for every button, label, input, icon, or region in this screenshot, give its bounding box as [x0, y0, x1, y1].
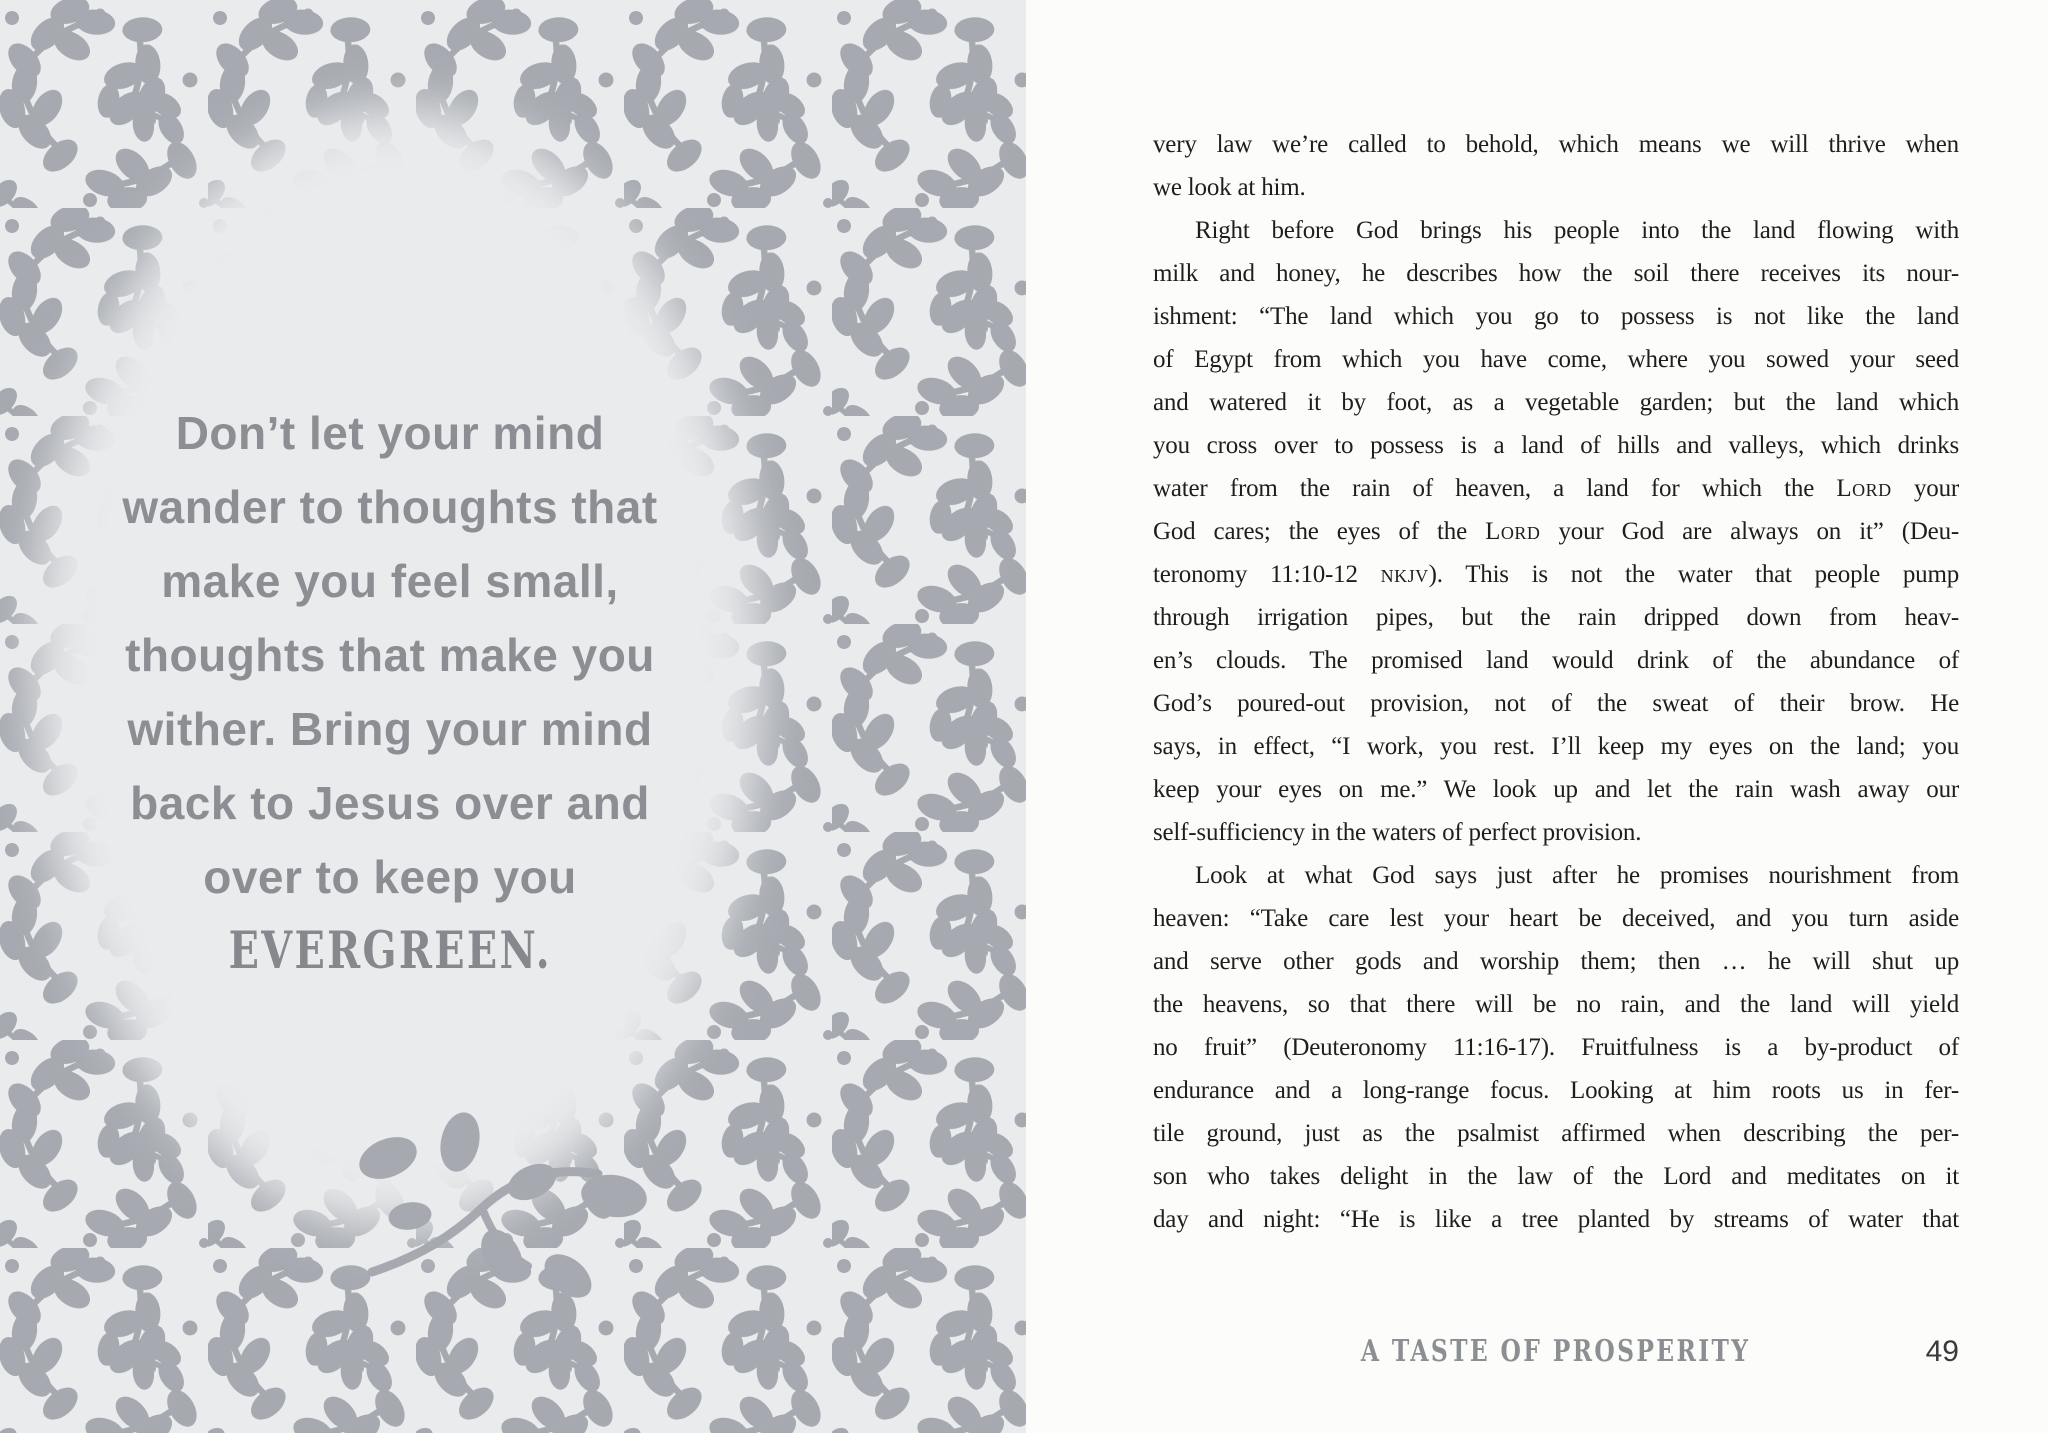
body-text-line: the heavens, so that there will be no rain, and the land will yield	[1153, 991, 1959, 1018]
body-text-line: no fruit” (Deuteronomy 11:16-17). Fruitfulness is a by-product of	[1153, 1034, 1959, 1061]
body-text-line: and serve other gods and worship them; then … he will shut up	[1153, 948, 1959, 975]
quote-line: make you feel small,	[161, 555, 619, 607]
body-text-line: God’s poured-out provision, not of the sweat of their brow. He	[1153, 690, 1959, 717]
quote-line: thoughts that make you	[125, 629, 655, 681]
body-text-line: and watered it by foot, as a vegetable garden; but the land which	[1153, 389, 1959, 416]
small-caps-text: Lord	[1485, 518, 1541, 545]
small-caps-text: nkjv	[1380, 561, 1429, 588]
body-text-line: of Egypt from which you have come, where you sowed your seed	[1153, 346, 1959, 373]
body-text-line: teronomy 11:10-12 nkjv). This is not the water that people pump	[1153, 561, 1959, 588]
body-text-line: God cares; the eyes of the Lord your God are always on it” (Deu-	[1153, 518, 1959, 545]
running-head	[1153, 1330, 1959, 1374]
body-text-line: milk and honey, he describes how the soil there receives its nour-	[1153, 260, 1959, 287]
body-text-line: says, in effect, “I work, you rest. I’ll keep my eyes on the land; you	[1153, 733, 1959, 760]
small-caps-text: Lord	[1836, 475, 1892, 502]
quote-emphasis-word: EVERGREEN.	[228, 921, 552, 981]
quote-line: wither. Bring your mind	[127, 703, 653, 755]
body-text-line: endurance and a long-range focus. Looking at him roots us in fer-	[1153, 1077, 1959, 1104]
body-text	[1153, 123, 1959, 1241]
quote-line: Don’t let your mind	[175, 407, 605, 459]
pull-quote	[40, 396, 740, 988]
body-text-line: Right before God brings his people into the land flowing with	[1195, 217, 1959, 244]
page-number: 49	[1925, 1335, 1959, 1368]
body-text-line: we look at him.	[1153, 174, 1306, 201]
running-head-text: A TASTE OF PROSPERITY	[1361, 1334, 1751, 1369]
right-page	[1026, 0, 2048, 1433]
body-text-line: ishment: “The land which you go to possess is not like the land	[1153, 303, 1959, 330]
body-text-line: very law we’re called to behold, which means we will thrive when	[1153, 131, 1959, 158]
body-text-line: you cross over to possess is a land of hills and valleys, which drinks	[1153, 432, 1959, 459]
pull-quote-lines	[40, 396, 740, 914]
body-text-line: son who takes delight in the law of the Lord and meditates on it	[1153, 1163, 1959, 1190]
body-text-line: tile ground, just as the psalmist affirmed when describing the per-	[1153, 1120, 1959, 1147]
body-text-line: heaven: “Take care lest your heart be deceived, and you turn aside	[1153, 905, 1959, 932]
body-text-line: through irrigation pipes, but the rain dripped down from heav-	[1153, 604, 1959, 631]
quote-line: back to Jesus over and	[130, 777, 650, 829]
quote-line: wander to thoughts that	[122, 481, 658, 533]
body-text-line: day and night: “He is like a tree planted by streams of water that	[1153, 1206, 1959, 1233]
body-text-line: self-sufficiency in the waters of perfect provision.	[1153, 819, 1642, 846]
page-footer	[1153, 1330, 1959, 1374]
body-text-line: en’s clouds. The promised land would drink of the abundance of	[1153, 647, 1959, 674]
quote-line: over to keep you	[203, 851, 577, 903]
body-text-line: Look at what God says just after he promises nourishment from	[1195, 862, 1959, 889]
body-text-line: water from the rain of heaven, a land for which the Lord your	[1153, 475, 1959, 502]
body-text-line: keep your eyes on me.” We look up and let the rain wash away our	[1153, 776, 1959, 803]
